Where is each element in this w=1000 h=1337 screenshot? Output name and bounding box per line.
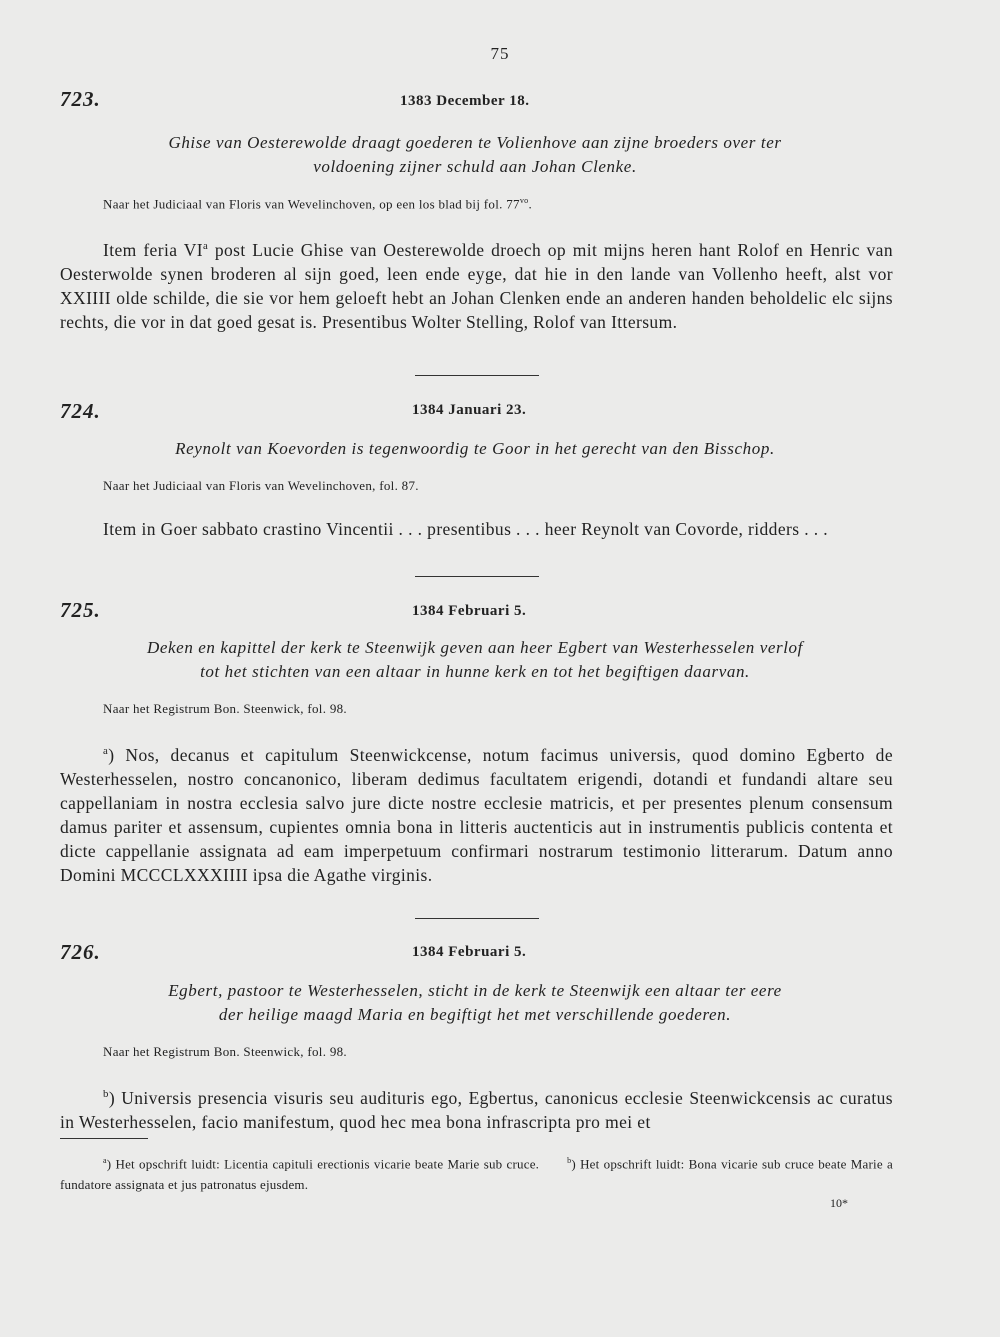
entry-text [60,234,893,334]
footnote-a-marker: a [103,1156,107,1165]
summary-line: tot het stichten van een altaar in hunne kerk en tot het begiftigen daarvan. [200,662,750,681]
entry-source: Naar het Judiciaal van Floris van Wevelinchoven, fol. 87. [103,478,419,493]
entry-text [60,517,893,541]
text-rest: post Lucie Ghise van Oesterewolde droech op mit mijns heren hant Rolof en Henric van Oesterwolde synen broderen al sijn goed, leen ende eyge, dat hie in den lande van Vollenho heeft, alst vor XXIIII olde schilde, die sie vor hem geloeft hebt an Johan Clenken ende an anderen handen beholdelic elc sijns rechts, die vor in dat goed gesat is. Presentibus Wolter Stelling, Rolof van Ittersum. [60,239,893,332]
section-divider [415,375,539,376]
footnote-marker: b [103,1088,109,1100]
entry-date: 1384 Februari 5. [412,944,527,960]
entry-date: 1383 December 18. [400,93,530,109]
entry-text [60,739,893,887]
text-paragraph: Item in Goer sabbato crastino Vincentii . . . presentibus . . . heer Reynolt van Covorde, ridders . . . [103,519,829,539]
section-divider [415,576,539,577]
entry-source: Naar het Registrum Bon. Steenwick, fol. 98. [103,701,347,716]
summary-line: Egbert, pastoor te Westerhesselen, sticht in de kerk te Steenwijk een altaar ter eere [168,981,782,1000]
entry-date: 1384 Februari 5. [412,603,527,619]
summary-line: Deken en kapittel der kerk te Steenwijk geven aan heer Egbert van Westerhesselen verlof [147,638,803,657]
summary-line: Ghise van Oesterewolde draagt goederen te Volienhove aan zijne broeders over ter [168,133,782,152]
text-superscript: a [203,240,209,252]
source-end: . [528,196,533,212]
footnote-b: ) Het opschrift luidt: Bona vicarie sub cruce beate Marie a fundatore assignata et jus patronatus ejusdem. [60,1156,893,1193]
footnotes [60,1150,893,1195]
entry-text [60,1082,893,1134]
summary-line: Reynolt van Koevorden is tegenwoordig te Goor in het gerecht van den Bisschop. [175,439,775,458]
text-rest: ) Universis presencia visuris seu audituris ego, Egbertus, canonicus ecclesie Steenwickcensis ac curatus in Westerhesselen, facio manifestum, quod hec mea bona infrascripta pro mei et [60,1087,893,1132]
entry-date: 1384 Januari 23. [412,402,527,418]
text-start: Item feria VI [103,239,203,260]
summary-line: der heilige maagd Maria en begiftigt het met verschillende goederen. [218,1005,732,1024]
text-rest: ) Nos, decanus et capitulum Steenwickcense, notum facimus universis, quod domino Egberto de Westerhesselen, nostro concanonico, liberam dedimus facultatem erigendi, dotandi et fundandi altare seu cappellaniam in nostra ecclesia salvo jure dicte nostre ecclesie matricis, et per presentes plenum consensum damus pariter et assensum, cupientes omnia bona in litteris auctenticis aut in instrumentis publicis contenta et dicte cappellanie assignata ad eam imperpetuum confirmari nostrarum testimonio litterarum. Datum anno Domini MCCCLXXXIIII ipsa die Agathe virginis. [60,744,893,885]
summary-line: voldoening zijner schuld aan Johan Clenke. [313,157,637,176]
section-divider [415,918,539,919]
entry-number: 726. [60,940,101,964]
footnote-a: ) Het opschrift luidt: Licentia capituli erectionis vicarie beate Marie sub cruce. [106,1156,540,1172]
entry-source: Naar het Registrum Bon. Steenwick, fol. 98. [103,1044,347,1059]
source-superscript: vo [519,196,529,205]
signature-mark: 10* [830,1196,848,1210]
entry-number: 723. [60,87,101,111]
entry-summary [60,979,890,1027]
entry-number: 725. [60,598,101,622]
page-number: 75 [490,44,510,63]
source-text: Naar het Judiciaal van Floris van Wevelinchoven, op een los blad bij fol. 77 [103,196,520,212]
footnote-marker: a [103,745,109,757]
footnote-b-marker: b [567,1156,572,1165]
entry-summary [60,636,890,684]
entry-source [103,196,532,212]
entry-summary [60,131,890,179]
footnote-rule [60,1138,148,1139]
entry-summary [60,437,890,461]
entry-number: 724. [60,399,101,423]
